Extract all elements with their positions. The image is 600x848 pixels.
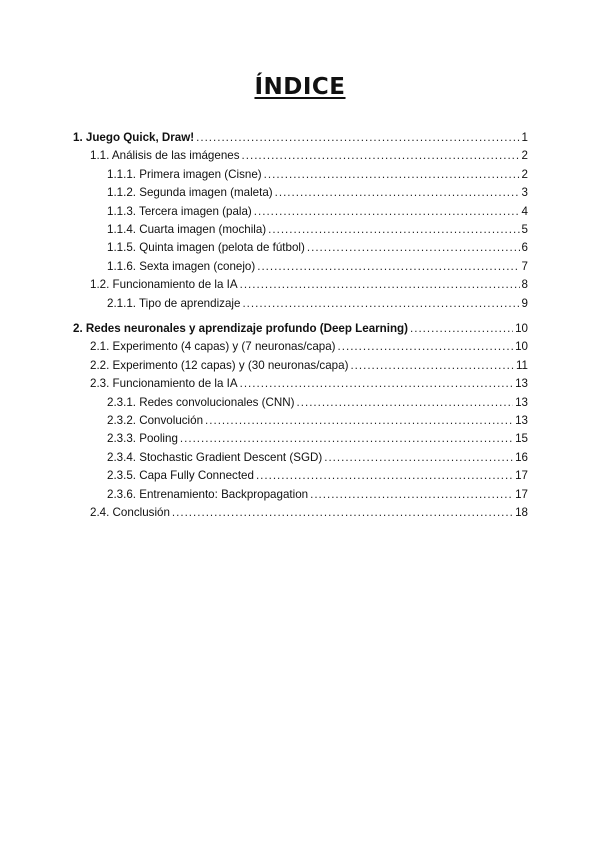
toc-entry-label: 2.3.1. Redes convolucionales (CNN) (107, 395, 295, 409)
toc-entry[interactable] (73, 129, 528, 147)
toc-entry[interactable] (107, 449, 528, 467)
toc-entry-label: 1.1.1. Primera imagen (Cisne) (107, 167, 262, 181)
toc-entry-page: 4 (521, 204, 528, 218)
toc-entry[interactable] (107, 394, 528, 412)
toc-leader-dots (307, 239, 520, 257)
toc-leader-dots (242, 147, 520, 165)
toc-entry-page: 5 (521, 223, 528, 236)
toc-entry-label: 2.1.1. Tipo de aprendizaje (107, 296, 241, 310)
toc-leader-dots (310, 486, 513, 504)
toc-entry-page: 7 (521, 259, 528, 273)
toc-entry[interactable] (90, 357, 528, 375)
toc-entry[interactable] (107, 166, 528, 184)
toc-leader-dots (254, 203, 520, 221)
toc-entry-page: 18 (515, 506, 528, 519)
toc-entry-label: 2.3.6. Entrenamiento: Backpropagation (107, 487, 309, 501)
toc-entry-label: 2.3.5. Capa Fully Connected (107, 469, 254, 483)
toc-entry[interactable] (107, 184, 528, 202)
toc-entry[interactable] (90, 147, 528, 165)
toc-entry[interactable] (107, 295, 528, 313)
toc-leader-dots (350, 357, 514, 375)
toc-leader-dots (180, 430, 513, 448)
toc-entry[interactable] (90, 504, 528, 522)
toc-entry-label: 1.1. Análisis de las imágenes (90, 149, 240, 163)
toc-entry-label: 2.4. Conclusión (90, 506, 170, 519)
page-title: ÍNDICE (254, 74, 346, 100)
toc-entry[interactable] (73, 320, 528, 338)
toc-entry[interactable] (90, 276, 528, 294)
toc-leader-dots (172, 504, 513, 522)
toc-entry-page: 3 (521, 186, 528, 200)
toc-leader-dots (324, 449, 513, 467)
toc-entry-label: 1.1.6. Sexta imagen (conejo) (107, 259, 256, 273)
toc-entry-label: 2.3. Funcionamiento de la IA (90, 377, 238, 391)
toc-entry-page: 10 (515, 322, 528, 335)
toc-leader-dots (256, 467, 513, 485)
toc-entry-page: 2 (521, 167, 528, 181)
toc-entry-page: 17 (515, 487, 528, 501)
toc-entry[interactable] (107, 239, 528, 257)
toc-entry[interactable] (107, 486, 528, 504)
toc-leader-dots (264, 166, 520, 184)
toc-entry-label: 2.3.2. Convolución (107, 414, 204, 427)
toc-entry-page: 17 (515, 469, 528, 483)
toc-leader-dots (297, 394, 514, 412)
toc-entry-label: 2.3.4. Stochastic Gradient Descent (SGD) (107, 450, 323, 464)
toc-entry-label: 2.2. Experimento (12 capas) y (30 neuronas/capa) (90, 358, 349, 372)
toc-leader-dots (242, 295, 519, 313)
toc-entry-label: 2.1. Experimento (4 capas) y (7 neuronas/capa) (90, 340, 336, 354)
toc-leader-dots (196, 129, 519, 147)
toc-entry-page: 9 (521, 296, 528, 310)
toc-entry[interactable] (90, 338, 528, 356)
toc-entry-page: 16 (515, 450, 528, 464)
toc-entry-label: 1.1.3. Tercera imagen (pala) (107, 204, 252, 218)
toc-entry-page: 13 (515, 395, 528, 409)
toc-leader-dots (205, 412, 513, 430)
toc-leader-dots (240, 375, 514, 393)
toc-entry-label: 1.1.2. Segunda imagen (maleta) (107, 186, 273, 200)
toc-leader-dots (268, 221, 519, 239)
toc-entry-page: 15 (515, 432, 528, 446)
toc-entry-page: 6 (521, 241, 528, 255)
toc-leader-dots (240, 276, 520, 294)
toc-entry[interactable] (107, 467, 528, 485)
toc-entry[interactable] (107, 221, 528, 239)
toc-entry-label: 1.2. Funcionamiento de la IA (90, 278, 238, 292)
toc-entry-page: 13 (515, 377, 528, 391)
toc-entry-label: 2. Redes neuronales y aprendizaje profundo (Deep Learning) (73, 322, 408, 335)
toc-entry[interactable] (107, 430, 528, 448)
toc-leader-dots (338, 338, 514, 356)
toc-entry-page: 8 (521, 278, 528, 292)
toc-entry-page: 10 (515, 340, 528, 354)
toc-entry-label: 1. Juego Quick, Draw! (73, 131, 195, 144)
toc-entry-page: 1 (521, 131, 528, 144)
toc-entry[interactable] (107, 203, 528, 221)
toc-leader-dots (257, 258, 519, 276)
toc-entry[interactable] (90, 375, 528, 393)
toc-entry[interactable] (107, 258, 528, 276)
toc-entry-label: 2.3.3. Pooling (107, 432, 178, 446)
toc-entry-label: 1.1.5. Quinta imagen (pelota de fútbol) (107, 241, 305, 255)
toc-entry-label: 1.1.4. Cuarta imagen (mochila) (107, 223, 267, 236)
toc-entry-page: 2 (521, 149, 528, 163)
toc-entry[interactable] (107, 412, 528, 430)
toc-leader-dots (275, 184, 520, 202)
toc-leader-dots (410, 320, 513, 338)
toc-entry-page: 11 (515, 358, 528, 372)
toc-entry-page: 13 (515, 414, 528, 427)
